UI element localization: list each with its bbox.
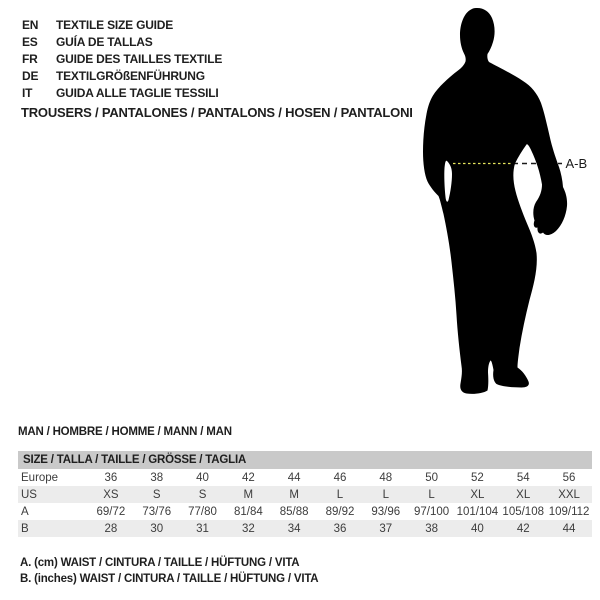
- size-table: [18, 451, 592, 537]
- size-cell: M: [225, 486, 271, 503]
- language-label: TEXTILE SIZE GUIDE: [56, 18, 174, 32]
- size-cell: 56: [562, 471, 576, 484]
- language-label: GUIDA ALLE TAGLIE TESSILI: [56, 86, 219, 100]
- size-cell: 89/92: [325, 505, 355, 518]
- size-cell: L: [409, 486, 455, 503]
- size-cell: 81/84: [233, 505, 263, 518]
- size-cell: 31: [180, 520, 226, 537]
- table-row: [18, 486, 592, 503]
- size-cell: 85/88: [279, 505, 309, 518]
- size-cell: 105/108: [502, 505, 544, 518]
- size-cell: 36: [104, 471, 118, 484]
- size-cell: 34: [271, 520, 317, 537]
- size-cell: 50: [425, 471, 438, 484]
- language-row: [22, 51, 222, 68]
- size-cell: XL: [500, 486, 546, 503]
- size-cell: 44: [287, 471, 301, 484]
- language-row: [22, 68, 222, 85]
- size-cell: 44: [546, 520, 592, 537]
- footnotes: [20, 556, 318, 587]
- size-cell: XS: [88, 486, 134, 503]
- row-label: Europe: [21, 471, 59, 484]
- gender-title: MAN / HOMBRE / HOMME / MANN / MAN: [18, 426, 232, 438]
- footnote-b: B. (inches) WAIST / CINTURA / TAILLE / HÜFTUNG / VITA: [20, 572, 319, 585]
- size-cell: XL: [455, 486, 501, 503]
- size-cell: 101/104: [456, 505, 499, 518]
- language-label: GUIDE DES TAILLES TEXTILE: [56, 52, 223, 66]
- size-cell: 28: [88, 520, 134, 537]
- row-label: B: [18, 520, 88, 537]
- row-label: A: [21, 505, 29, 518]
- size-cell: 36: [317, 520, 363, 537]
- size-cell: 42: [241, 471, 255, 484]
- size-cell: 37: [363, 520, 409, 537]
- size-cell: 54: [516, 471, 530, 484]
- language-code: FR: [22, 52, 38, 66]
- table-header: SIZE / TALLA / TAILLE / GRÖSSE / TAGLIA: [18, 451, 592, 469]
- size-cell: XXL: [546, 486, 592, 503]
- size-cell: 46: [333, 471, 347, 484]
- language-code: IT: [22, 86, 33, 100]
- row-label: US: [18, 486, 88, 503]
- size-cell: 97/100: [414, 505, 450, 518]
- language-code: DE: [22, 69, 39, 83]
- size-cell: 40: [455, 520, 501, 537]
- size-cell: 42: [500, 520, 546, 537]
- language-code: EN: [22, 18, 39, 32]
- table-row: [18, 469, 592, 486]
- size-cell: 93/96: [371, 505, 401, 518]
- size-cell: S: [180, 486, 226, 503]
- language-row: [22, 17, 222, 34]
- measure-label: A-B: [565, 156, 588, 171]
- language-header: [22, 17, 222, 102]
- man-silhouette: [423, 8, 567, 394]
- language-row: [22, 34, 222, 51]
- language-label: GUÍA DE TALLAS: [56, 35, 153, 49]
- category-title: TROUSERS / PANTALONES / PANTALONS / HOSEN / PANTALONI: [21, 105, 413, 120]
- size-cell: 109/112: [548, 505, 590, 518]
- language-code: ES: [22, 35, 38, 49]
- table-header-row: [18, 451, 592, 469]
- size-cell: 48: [379, 471, 393, 484]
- language-label: TEXTILGRÖßENFÜHRUNG: [56, 69, 205, 83]
- size-cell: L: [363, 486, 409, 503]
- table-row: [18, 503, 592, 520]
- size-cell: M: [271, 486, 317, 503]
- size-cell: 30: [134, 520, 180, 537]
- table-row: [18, 520, 592, 537]
- size-cell: L: [317, 486, 363, 503]
- language-row: [22, 85, 222, 102]
- size-cell: 40: [196, 471, 209, 484]
- man-silhouette-figure: [390, 0, 600, 420]
- figure-area: [390, 0, 600, 420]
- size-cell: 52: [471, 471, 484, 484]
- size-cell: 38: [150, 471, 164, 484]
- size-cell: 77/80: [188, 505, 217, 518]
- size-cell: 32: [225, 520, 271, 537]
- size-cell: S: [134, 486, 180, 503]
- size-cell: 73/76: [142, 505, 172, 518]
- size-cell: 38: [409, 520, 455, 537]
- size-cell: 69/72: [96, 505, 126, 518]
- footnote-a: A. (cm) WAIST / CINTURA / TAILLE / HÜFTUNG / VITA: [20, 557, 300, 569]
